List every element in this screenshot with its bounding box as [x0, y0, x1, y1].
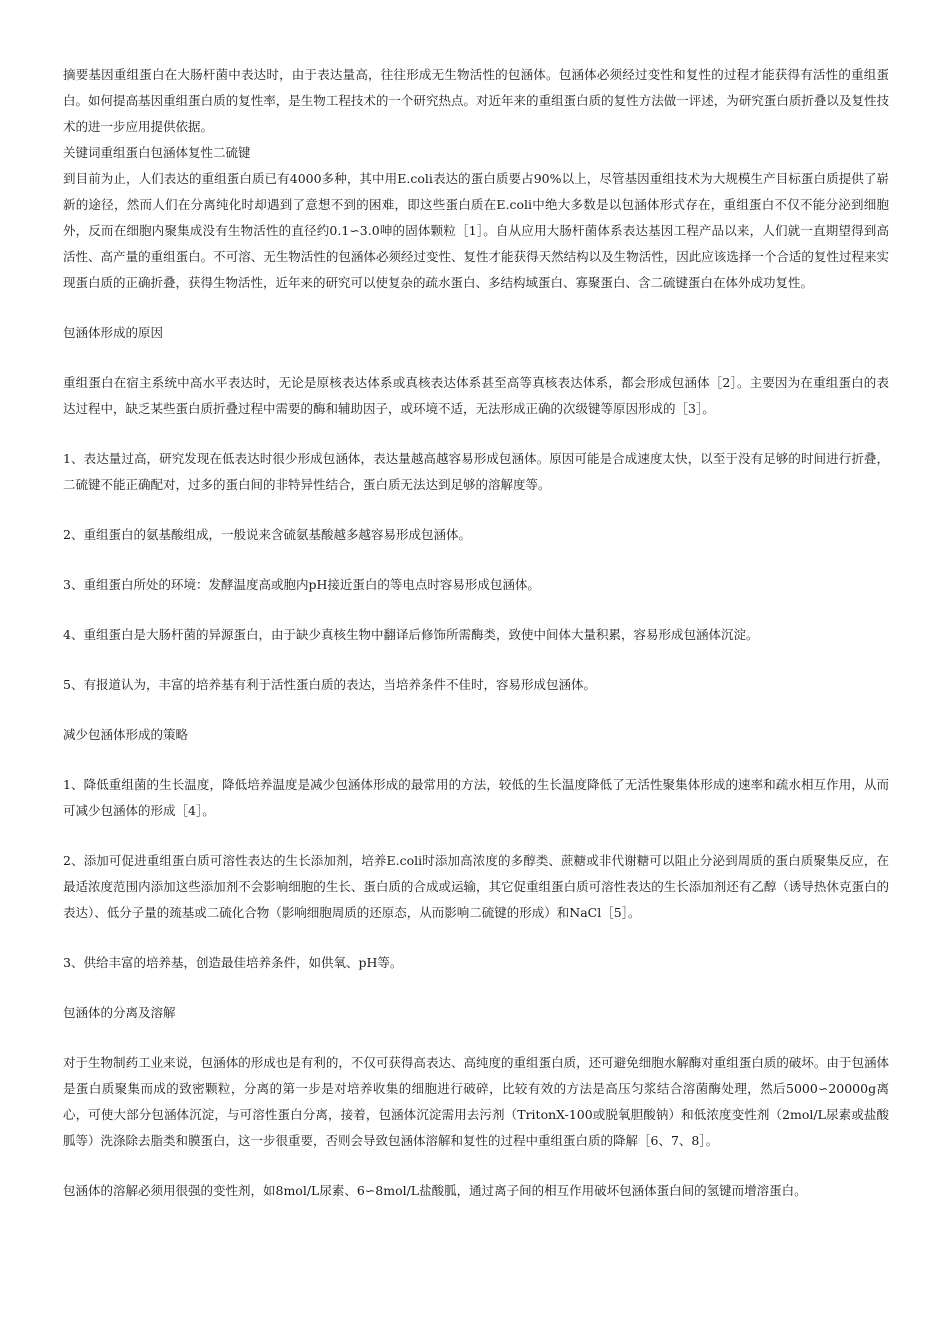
document-body	[63, 62, 889, 1204]
strategy-item-3: 3、供给丰富的培养基，创造最佳培养条件，如供氧、pH等。	[63, 955, 403, 970]
cause-item-3: 3、重组蛋白所处的环境：发酵温度高或胞内pH接近蛋白的等电点时容易形成包涵体。	[63, 577, 540, 592]
cause-item-1: 1、表达量过高，研究发现在低表达时很少形成包涵体，表达量越高越容易形成包涵体。原因可能是合成速度太快，以至于没有足够的时间进行折叠，二硫键不能正确配对，过多的蛋白间的非特异性结合，蛋白质无法达到足够的溶解度等。	[63, 451, 889, 492]
section-heading-separation: 包涵体的分离及溶解	[63, 1005, 176, 1020]
abstract-paragraph: 摘要基因重组蛋白在大肠杆菌中表达时，由于表达量高，往往形成无生物活性的包涵体。包涵体必须经过变性和复性的过程才能获得有活性的重组蛋白。如何提高基因重组蛋白质的复性率，是生物工程技术的一个研究热点。对近年来的重组蛋白质的复性方法做一评述，为研究蛋白质折叠以及复性技术的进一步应用提供依据。	[63, 67, 889, 134]
causes-paragraph: 重组蛋白在宿主系统中高水平表达时，无论是原核表达体系或真核表达体系甚至高等真核表达体系，都会形成包涵体［2］。主要因为在重组蛋白的表达过程中，缺乏某些蛋白质折叠过程中需要的酶和辅助因子，或环境不适，无法形成正确的次级键等原因形成的［3］。	[63, 375, 889, 416]
separation-paragraph: 对于生物制药工业来说，包涵体的形成也是有利的，不仅可获得高表达、高纯度的重组蛋白质，还可避免细胞水解酶对重组蛋白质的破坏。由于包涵体是蛋白质聚集而成的致密颗粒，分离的第一步是对培养收集的细胞进行破碎，比较有效的方法是高压匀浆结合溶菌酶处理，然后5000∽20000g离心，可使大部分包涵体沉淀，与可溶性蛋白分离，接着，包涵体沉淀需用去污剂（TritonX-100或脱氧胆酸钠）和低浓度变性剂（2mol/L尿素或盐酸胍等）洗涤除去脂类和膜蛋白，这一步很重要，否则会导致包涵体溶解和复性的过程中重组蛋白质的降解［6、7、8］。	[63, 1055, 889, 1148]
cause-item-5: 5、有报道认为，丰富的培养基有利于活性蛋白质的表达，当培养条件不佳时，容易形成包涵体。	[63, 677, 596, 692]
section-heading-strategies: 减少包涵体形成的策略	[63, 727, 189, 742]
intro-paragraph: 到目前为止，人们表达的重组蛋白质已有4000多种，其中用E.coli表达的蛋白质要占90%以上，尽管基因重组技术为大规模生产目标蛋白质提供了崭新的途径，然而人们在分离纯化时却遇到了意想不到的困难，即这些蛋白质在E.coli中绝大多数是以包涵体形式存在，重组蛋白不仅不能分泌到细胞外，反而在细胞内聚集成没有生物活性的直径约0.1∽3.0呻的固体颗粒［1］。自从应用大肠杆菌体系表达基因工程产品以来，人们就一直期望得到高活性、高产量的重组蛋白。不可溶、无生物活性的包涵体必须经过变性、复性才能获得天然结构以及生物活性，因此应该选择一个合适的复性过程来实现蛋白质的正确折叠，获得生物活性，近年来的研究可以使复杂的疏水蛋白、多结构域蛋白、寡聚蛋白、含二硫键蛋白在体外成功复性。	[63, 171, 889, 290]
keywords-line: 关键词重组蛋白包涵体复性二硫键	[63, 145, 251, 160]
strategy-item-1: 1、降低重组菌的生长温度，降低培养温度是减少包涵体形成的最常用的方法，较低的生长温度降低了无活性聚集体形成的速率和疏水相互作用，从而可减少包涵体的形成［4］。	[63, 777, 889, 818]
strategy-item-2: 2、添加可促进重组蛋白质可溶性表达的生长添加剂，培养E.coli时添加高浓度的多醇类、蔗糖或非代谢糖可以阻止分泌到周质的蛋白质聚集反应，在最适浓度范围内添加这些添加剂不会影响细胞的生长、蛋白质的合成或运输，其它促重组蛋白质可溶性表达的生长添加剂还有乙醇（诱导热休克蛋白的表达）、低分子量的巯基或二硫化合物（影响细胞周质的还原态，从而影响二硫键的形成）和NaCl［5］。	[63, 853, 889, 920]
dissolution-paragraph: 包涵体的溶解必须用很强的变性剂，如8mol/L尿素、6∽8mol/L盐酸胍，通过离子间的相互作用破坏包涵体蛋白间的氢键而增溶蛋白。	[63, 1183, 807, 1198]
cause-item-4: 4、重组蛋白是大肠杆菌的异源蛋白，由于缺少真核生物中翻译后修饰所需酶类，致使中间体大量积累，容易形成包涵体沉淀。	[63, 627, 759, 642]
cause-item-2: 2、重组蛋白的氨基酸组成，一般说来含硫氨基酸越多越容易形成包涵体。	[63, 527, 471, 542]
section-heading-causes: 包涵体形成的原因	[63, 325, 164, 340]
